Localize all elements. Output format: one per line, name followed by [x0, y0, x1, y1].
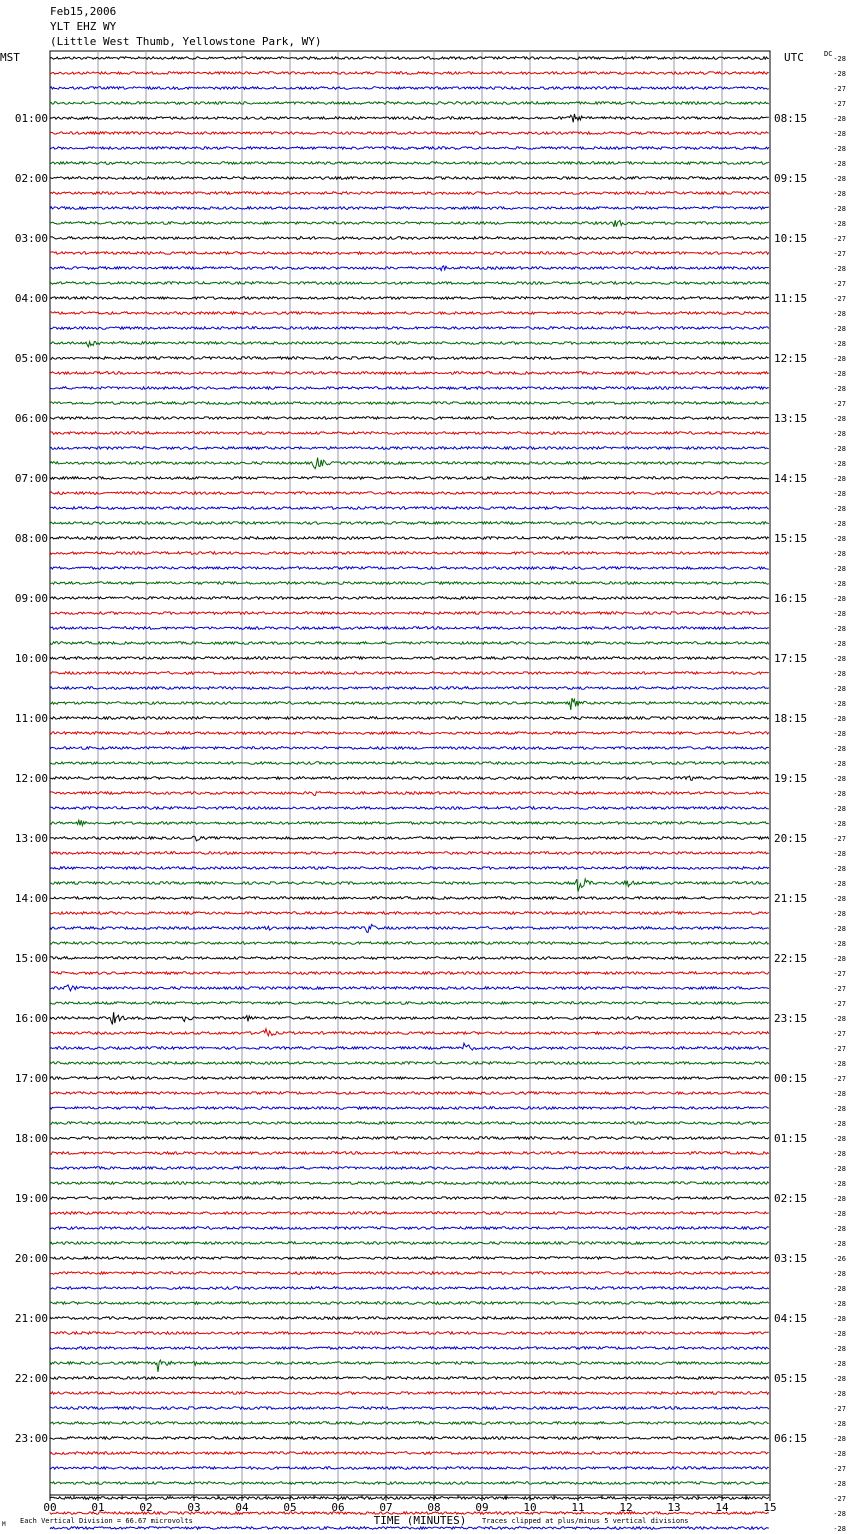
seismic-trace — [50, 1407, 769, 1410]
dc-offset-label: -28 — [833, 1015, 846, 1023]
seismic-trace — [50, 57, 769, 60]
seismic-trace — [50, 162, 769, 165]
seismic-trace — [50, 747, 769, 750]
seismic-trace — [50, 732, 769, 735]
x-axis-title: TIME (MINUTES) — [373, 1514, 467, 1527]
utc-hour-label: 18:15 — [774, 712, 808, 725]
utc-hour-label: 10:15 — [774, 232, 808, 245]
dc-offset-label: -28 — [833, 535, 846, 543]
utc-hour-label: 02:15 — [774, 1192, 808, 1205]
x-tick-label: 01 — [91, 1501, 105, 1514]
dc-offset-label: -28 — [833, 370, 846, 378]
dc-offset-label: -28 — [833, 1060, 846, 1068]
dc-offset-label: -28 — [833, 850, 846, 858]
dc-offset-label: -28 — [833, 745, 846, 753]
seismic-trace — [50, 1437, 769, 1440]
dc-offset-label: -28 — [833, 880, 846, 888]
seismic-trace — [50, 87, 769, 90]
station-name: YLT EHZ WY — [50, 20, 117, 33]
dc-offset-label: -28 — [833, 1480, 846, 1488]
dc-offset-label: -28 — [833, 385, 846, 393]
seismic-trace — [50, 807, 769, 810]
dc-offset-label: -28 — [833, 220, 846, 228]
utc-hour-label: 13:15 — [774, 412, 808, 425]
dc-offset-label: -28 — [833, 775, 846, 783]
seismic-trace — [50, 1242, 769, 1245]
dc-offset-label: -28 — [833, 820, 846, 828]
seismic-trace — [50, 597, 769, 600]
dc-offset-label: -28 — [833, 505, 846, 513]
dc-offset-label: -28 — [833, 160, 846, 168]
seismic-trace — [50, 102, 769, 105]
seismic-trace — [50, 1482, 769, 1485]
station-location: (Little West Thumb, Yellowstone Park, WY) — [50, 35, 322, 48]
dc-offset-label: -27 — [833, 295, 846, 303]
seismic-trace — [50, 1467, 769, 1470]
mst-hour-label: 05:00 — [14, 352, 48, 365]
utc-hour-label: 15:15 — [774, 532, 808, 545]
seismic-trace — [50, 1302, 769, 1305]
dc-offset-label: -28 — [833, 715, 846, 723]
x-tick-label: 11 — [571, 1501, 585, 1514]
seismic-trace — [50, 492, 769, 495]
utc-hour-label: 11:15 — [774, 292, 808, 305]
x-tick-label: 00 — [43, 1501, 57, 1514]
dc-offset-label: -28 — [833, 595, 846, 603]
dc-offset-label: -28 — [833, 625, 846, 633]
seismic-trace — [50, 1197, 769, 1200]
mst-hour-label: 08:00 — [14, 532, 48, 545]
seismic-trace — [50, 776, 769, 780]
seismic-trace — [50, 1287, 769, 1290]
seismic-trace — [50, 972, 769, 975]
x-tick-label: 02 — [139, 1501, 153, 1514]
x-tick-label: 03 — [187, 1501, 201, 1514]
seismic-trace — [50, 507, 769, 510]
dc-offset-label: -27 — [833, 100, 846, 108]
utc-hour-label: 09:15 — [774, 172, 808, 185]
seismic-trace — [50, 357, 769, 360]
dc-offset-label: -28 — [833, 1135, 846, 1143]
dc-offset-label: -28 — [833, 640, 846, 648]
x-tick-label: 04 — [235, 1501, 249, 1514]
seismic-trace — [50, 1497, 769, 1500]
dc-offset-label: -28 — [833, 1180, 846, 1188]
seismic-trace — [50, 522, 769, 525]
dc-offset-label: -28 — [833, 430, 846, 438]
seismic-trace — [50, 1152, 769, 1155]
dc-offset-label: -27 — [833, 250, 846, 258]
utc-hour-label: 19:15 — [774, 772, 808, 785]
dc-offset-label: -27 — [833, 1030, 846, 1038]
trace-group — [50, 57, 769, 1534]
label-group — [0, 50, 846, 1534]
vertical-division-note: Each Vertical Division = 66.67 microvolts — [20, 1517, 193, 1525]
utc-hour-label: 14:15 — [774, 472, 808, 485]
seismic-trace — [50, 1122, 769, 1125]
seismic-trace — [50, 1062, 769, 1065]
utc-hour-label: 01:15 — [774, 1132, 808, 1145]
seismic-trace — [50, 1029, 769, 1036]
seismic-trace — [50, 402, 769, 405]
seismic-trace — [50, 1452, 769, 1455]
mst-hour-label: 22:00 — [14, 1372, 48, 1385]
dc-offset-label: -28 — [833, 445, 846, 453]
seismic-trace — [50, 627, 769, 630]
seismic-trace — [50, 879, 769, 892]
x-tick-label: 05 — [283, 1501, 297, 1514]
x-tick-label: 15 — [763, 1501, 777, 1514]
seismic-trace — [50, 924, 769, 932]
mst-hour-label: 03:00 — [14, 232, 48, 245]
seismic-trace — [50, 687, 769, 690]
seismic-trace — [50, 1422, 769, 1425]
seismic-trace — [50, 957, 769, 960]
dc-offset-label: -28 — [833, 490, 846, 498]
dc-offset-label: -28 — [833, 565, 846, 573]
dc-offset-label: -28 — [833, 1195, 846, 1203]
seismic-trace — [50, 432, 769, 435]
utc-hour-label: 16:15 — [774, 592, 808, 605]
dc-offset-label: -28 — [833, 145, 846, 153]
seismic-trace — [50, 698, 769, 710]
dc-offset-label: -28 — [833, 610, 846, 618]
seismic-trace — [50, 1377, 769, 1380]
seismic-trace — [50, 1360, 769, 1372]
dc-offset-label: -27 — [833, 400, 846, 408]
dc-offset-label: -28 — [833, 1165, 846, 1173]
mst-hour-label: 15:00 — [14, 952, 48, 965]
seismic-trace — [50, 297, 769, 300]
seismic-trace — [50, 72, 769, 75]
dc-offset-label: -28 — [833, 1105, 846, 1113]
dc-offset-label: -28 — [833, 265, 846, 273]
seismic-trace — [50, 942, 769, 945]
seismic-trace — [50, 114, 769, 122]
seismic-trace — [50, 867, 769, 870]
mst-hour-label: 10:00 — [14, 652, 48, 665]
seismic-trace — [50, 372, 769, 375]
seismic-trace — [50, 1212, 769, 1215]
dc-offset-label: -27 — [833, 835, 846, 843]
seismic-trace — [50, 762, 769, 765]
dc-offset-label: -28 — [833, 1360, 846, 1368]
dc-offset-label: -28 — [833, 115, 846, 123]
dc-offset-label: -28 — [833, 865, 846, 873]
dc-offset-label: -28 — [833, 805, 846, 813]
dc-offset-label: -28 — [833, 355, 846, 363]
dc-offset-label: -28 — [833, 580, 846, 588]
seismic-trace — [50, 717, 769, 720]
seismic-trace — [50, 537, 769, 540]
seismic-trace — [50, 1227, 769, 1230]
dc-offset-label: -28 — [833, 1390, 846, 1398]
seismic-trace — [50, 912, 769, 915]
seismic-trace — [50, 1317, 769, 1320]
seismic-trace — [50, 1092, 769, 1095]
utc-hour-label: 21:15 — [774, 892, 808, 905]
mst-hour-label: 07:00 — [14, 472, 48, 485]
seismic-trace — [50, 672, 769, 675]
dc-offset-label: -28 — [833, 1270, 846, 1278]
dc-offset-label: -28 — [833, 190, 846, 198]
dc-offset-label: -28 — [833, 685, 846, 693]
seismic-trace — [50, 252, 769, 255]
seismic-trace — [50, 552, 769, 555]
dc-offset-label: -28 — [833, 760, 846, 768]
mst-hour-label: 04:00 — [14, 292, 48, 305]
seismic-trace — [50, 1182, 769, 1185]
seismic-trace — [50, 237, 769, 240]
dc-offset-label: -28 — [833, 895, 846, 903]
seismic-trace — [50, 897, 769, 900]
seismic-trace — [50, 207, 769, 210]
seismic-trace — [50, 1077, 769, 1080]
seismic-trace — [50, 1272, 769, 1275]
seismic-trace — [50, 1043, 769, 1050]
dc-offset-label: -27 — [833, 1000, 846, 1008]
seismic-trace — [50, 177, 769, 180]
dc-offset-label: -28 — [833, 730, 846, 738]
seismic-trace — [50, 1137, 769, 1140]
utc-hour-label: 23:15 — [774, 1012, 808, 1025]
dc-offset-label: -28 — [833, 1345, 846, 1353]
seismic-trace — [50, 1392, 769, 1395]
seismic-trace — [50, 820, 769, 825]
seismic-trace — [50, 387, 769, 390]
mst-hour-label: 19:00 — [14, 1192, 48, 1205]
corner-mark: M — [2, 1521, 6, 1528]
seismic-trace — [50, 282, 769, 285]
dc-offset-label: -28 — [833, 1150, 846, 1158]
dc-offset-label: -28 — [833, 460, 846, 468]
seismic-trace — [50, 1347, 769, 1350]
seismic-trace — [50, 266, 769, 271]
seismic-trace — [50, 1107, 769, 1110]
dc-offset-label: -28 — [833, 130, 846, 138]
dc-offset-label: -28 — [833, 790, 846, 798]
dc-offset-label: -28 — [833, 325, 846, 333]
seismic-trace — [50, 1527, 769, 1530]
dc-offset-label: -27 — [833, 235, 846, 243]
seismic-trace — [50, 1002, 769, 1005]
seismic-trace — [50, 342, 769, 347]
dc-offset-label: -27 — [833, 85, 846, 93]
mst-hour-label: 01:00 — [14, 112, 48, 125]
dc-offset-label: -28 — [833, 550, 846, 558]
dc-offset-label: -28 — [833, 1420, 846, 1428]
seismic-trace — [50, 836, 769, 841]
utc-hour-label: 05:15 — [774, 1372, 808, 1385]
utc-hour-label: 04:15 — [774, 1312, 808, 1325]
dc-offset-label: -28 — [833, 940, 846, 948]
mst-hour-label: 11:00 — [14, 712, 48, 725]
dc-offset-label: -28 — [833, 1435, 846, 1443]
dc-offset-label: -28 — [833, 475, 846, 483]
seismic-trace — [50, 1257, 769, 1260]
dc-offset-label: -28 — [833, 1240, 846, 1248]
seismic-trace — [50, 327, 769, 330]
seismic-trace — [50, 477, 769, 480]
dc-offset-label: -28 — [833, 700, 846, 708]
utc-hour-label: 17:15 — [774, 652, 808, 665]
dc-offset-label: -28 — [833, 1330, 846, 1338]
utc-hour-label: 08:15 — [774, 112, 808, 125]
seismic-trace — [50, 220, 769, 227]
mst-hour-label: 20:00 — [14, 1252, 48, 1265]
dc-offset-label: -28 — [833, 1225, 846, 1233]
dc-offset-label: -28 — [833, 1525, 846, 1533]
dc-offset-label: -28 — [833, 670, 846, 678]
x-tick-label: 12 — [619, 1501, 633, 1514]
dc-offset-label: -27 — [833, 1045, 846, 1053]
mst-hour-label: 06:00 — [14, 412, 48, 425]
dc-offset-label: -28 — [833, 310, 846, 318]
mst-axis-label: MST — [0, 51, 20, 64]
dc-offset-label: -28 — [833, 655, 846, 663]
mst-hour-label: 12:00 — [14, 772, 48, 785]
dc-offset-label: -27 — [833, 1465, 846, 1473]
clipping-note: Traces clipped at plus/minus 5 vertical divisions — [482, 1517, 689, 1525]
dc-offset-label: -28 — [833, 415, 846, 423]
mst-hour-label: 23:00 — [14, 1432, 48, 1445]
seismic-trace — [50, 417, 769, 420]
mst-hour-label: 13:00 — [14, 832, 48, 845]
seismic-trace — [50, 1167, 769, 1170]
x-tick-label: 06 — [331, 1501, 345, 1514]
dc-offset-label: -28 — [833, 1315, 846, 1323]
mst-hour-label: 21:00 — [14, 1312, 48, 1325]
dc-offset-label: -28 — [833, 1300, 846, 1308]
dc-offset-label: -28 — [833, 205, 846, 213]
seismic-trace — [50, 1332, 769, 1335]
seismic-trace — [50, 612, 769, 615]
x-tick-label: 07 — [379, 1501, 393, 1514]
dc-offset-label: -28 — [833, 1285, 846, 1293]
utc-hour-label: 12:15 — [774, 352, 808, 365]
dc-offset-label: -28 — [833, 70, 846, 78]
utc-hour-label: 00:15 — [774, 1072, 808, 1085]
mst-hour-label: 18:00 — [14, 1132, 48, 1145]
seismic-trace — [50, 147, 769, 150]
dc-offset-label: -28 — [833, 340, 846, 348]
dc-offset-label: -28 — [833, 55, 846, 63]
seismic-trace — [50, 642, 769, 645]
dc-offset-label: -27 — [833, 985, 846, 993]
mst-hour-label: 16:00 — [14, 1012, 48, 1025]
mst-hour-label: 17:00 — [14, 1072, 48, 1085]
seismic-trace — [50, 985, 769, 991]
seismic-trace — [50, 657, 769, 660]
dc-offset-label: -28 — [833, 1450, 846, 1458]
dc-offset-label: -26 — [833, 1255, 846, 1263]
seismic-trace — [50, 852, 769, 855]
mst-hour-label: 09:00 — [14, 592, 48, 605]
seismic-trace — [50, 582, 769, 585]
seismic-trace — [50, 567, 769, 570]
utc-hour-label: 20:15 — [774, 832, 808, 845]
dc-offset-label: -28 — [833, 1210, 846, 1218]
dc-offset-label: -28 — [833, 1090, 846, 1098]
dc-offset-label: -28 — [833, 520, 846, 528]
dc-offset-label: -28 — [833, 925, 846, 933]
dc-offset-label: -28 — [833, 1375, 846, 1383]
utc-hour-label: 22:15 — [774, 952, 808, 965]
seismic-trace — [50, 1012, 769, 1024]
dc-offset-label: -27 — [833, 1075, 846, 1083]
dc-offset-label: -27 — [833, 970, 846, 978]
seismic-trace — [50, 447, 769, 450]
x-tick-label: 10 — [523, 1501, 537, 1514]
dc-offset-label: -27 — [833, 1495, 846, 1503]
dc-offset-label: -28 — [833, 955, 846, 963]
x-tick-label: 13 — [667, 1501, 681, 1514]
x-tick-label: 08 — [427, 1501, 441, 1514]
x-tick-label: 09 — [475, 1501, 489, 1514]
dc-offset-label: -27 — [833, 280, 846, 288]
chart-date: Feb15,2006 — [50, 5, 117, 18]
seismic-trace — [50, 312, 769, 315]
dc-offset-label: -28 — [833, 1510, 846, 1518]
dc-offset-label: -28 — [833, 175, 846, 183]
dc-offset-label: -27 — [833, 1405, 846, 1413]
mst-hour-label: 14:00 — [14, 892, 48, 905]
utc-axis-label: UTC — [784, 51, 804, 64]
dc-offset-label: -28 — [833, 910, 846, 918]
seismic-trace — [50, 458, 769, 469]
dc-offset-label: -28 — [833, 1120, 846, 1128]
seismic-trace — [50, 132, 769, 135]
dc-label: DC — [824, 50, 833, 58]
utc-hour-label: 03:15 — [774, 1252, 808, 1265]
seismic-trace — [50, 192, 769, 195]
x-tick-label: 14 — [715, 1501, 729, 1514]
utc-hour-label: 06:15 — [774, 1432, 808, 1445]
mst-hour-label: 02:00 — [14, 172, 48, 185]
seismic-trace — [50, 792, 769, 796]
